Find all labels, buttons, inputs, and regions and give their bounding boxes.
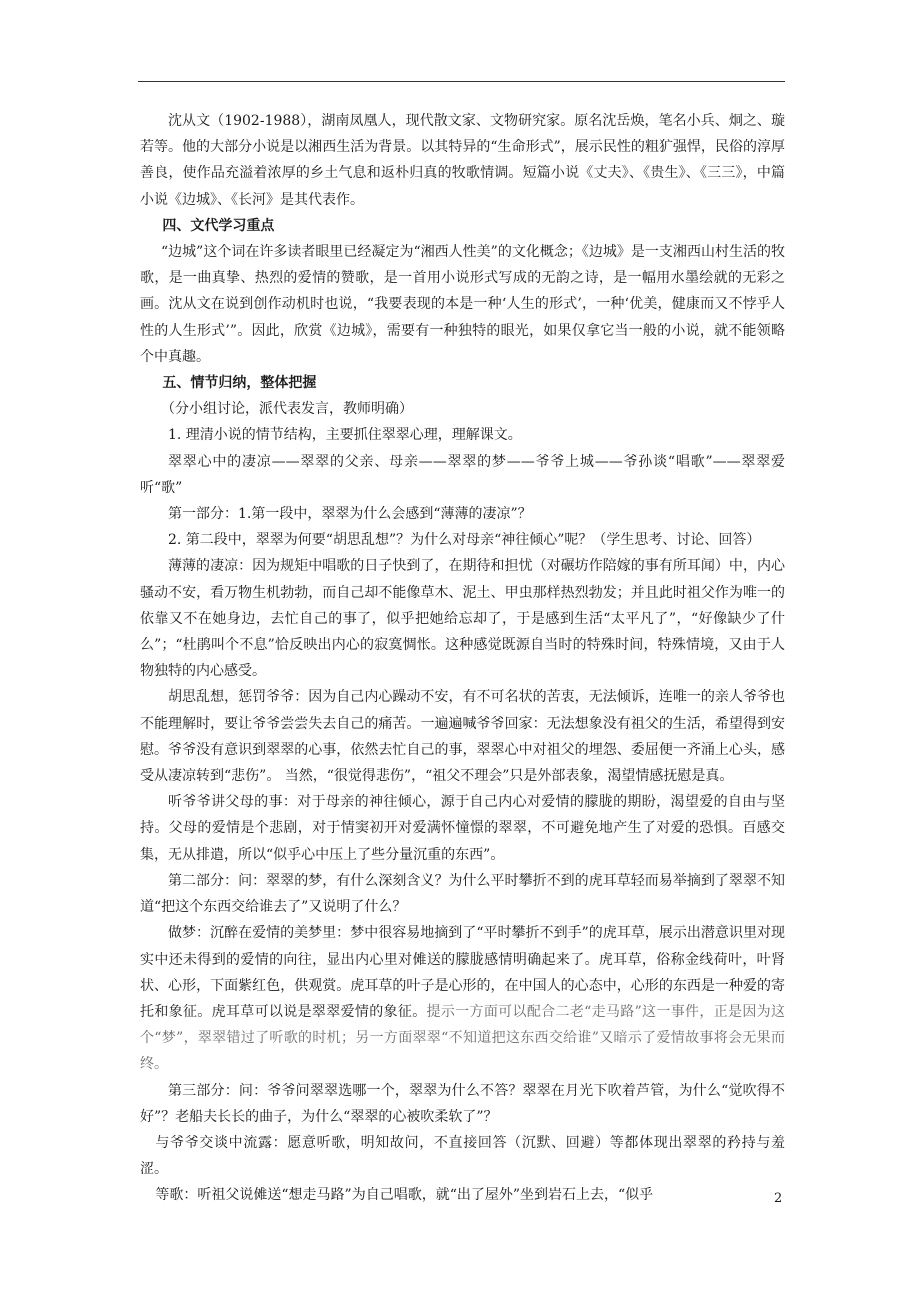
paragraph-waiting-song: 等歌：听祖父说傩送“想走马路”为自己唱歌，就“出了屋外”坐到岩石上去，“似乎 <box>155 1187 654 1204</box>
section-heading-5: 五、情节归纳，整体把握 <box>162 375 317 392</box>
paragraph-parents-story: 听爷爷讲父母的事：对于母亲的神往倾心，源于自己内心对爱情的朦胧的期盼，渴望爱的自由与坚持。父母的爱情是个悲剧，对于情窦初开对爱满怀憧憬的翠翠，不可避免地产生了对爱的恐惧。百感交集，无从排遣，所以“似乎心中压上了些分量沉重的东西”。 <box>140 794 785 863</box>
paragraph-discussion-note: （分小组讨论，派代表发言，教师明确） <box>161 401 413 418</box>
paragraph-dream <box>140 920 785 1077</box>
page-number: 2 <box>774 1191 783 1206</box>
paragraph-desolation: 薄薄的凄凉：因为规矩中唱歌的日子快到了，在期待和担忧（对碾坊作陪嫁的事有所耳闻）中，内心骚动不安，看万物生机勃勃，而自己却不能像草木、泥土、甲虫那样热烈勃发；并且此时祖父作为唯一的依靠又不在她身边，去忙自己的事了，似乎把她给忘却了，于是感到生活“太平凡了”，“好像缺少了什么”；“杜鹃叫个不息”恰反映出内心的寂寞惆怅。这种感觉既源自当时的特殊时间，特殊情境，又由于人物独特的内心感受。 <box>140 558 785 680</box>
paragraph-part-1-question-2: 2. 第二段中，翠翠为何要“胡思乱想”？为什么对母亲“神往倾心”呢？（学生思考、讨论、回答） <box>168 532 761 549</box>
dream-text: 做梦：沉醉在爱情的美梦里：梦中很容易地摘到了“平时攀折不到手”的虎耳草，展示出潜意识里对现实中还未得到的爱情的向往，显出内心里对傩送的朦胧感情明确起来了。虎耳草，俗称金线荷叶，叶肾状、心形，下面紫红色，供观赏。虎耳草的叶子是心形的，在中国人的心态中，心形的东西是一种爱的寄托和象征。虎耳草可以说是翠翠爱情的象征。 <box>140 925 785 1020</box>
section-heading-4: 四、文代学习重点 <box>162 217 275 234</box>
paragraph-part-1-question: 第一部分：1.第一段中，翠翠为什么会感到“薄薄的凄凉”？ <box>168 506 532 523</box>
paragraph-part-2-question: 第二部分：问：翠翠的梦，有什么深刻含义？为什么平时攀折不到的虎耳草轻而易举摘到了翠翠不知道“把这个东西交给谁去了”又说明了什么？ <box>140 872 785 916</box>
header-rule <box>138 81 785 82</box>
paragraph-part-3-question: 第三部分：问：爷爷问翠翠选哪一个，翠翠为什么不答？翠翠在月光下吹着芦管，为什么“觉吹得不好”？老船夫长长的曲子，为什么“翠翠的心被吹柔软了”？ <box>140 1082 785 1125</box>
paragraph-biancheng-concept: “边城”这个词在许多读者眼里已经凝定为“湘西人性美”的文化概念；《边城》是一支湘西山村生活的牧歌，是一曲真挚、热烈的爱情的赞歌，是一首用小说形式写成的无韵之诗，是一幅用水墨绘就的无彩之画。沈从文在说到创作动机时也说，“我要表现的本是一种‘人生的形式’，一种‘优美，健康而又不悖乎人性的人生形式’”。因此，欣赏《边城》，需要有一种独特的眼光，如果仅拿它当一般的小说，就不能领略个中真趣。 <box>140 244 785 365</box>
paragraph-conversation: 与爷爷交谈中流露：愿意听歌，明知故问，不直接回答（沉默、回避）等都体现出翠翠的矜持与羞涩。 <box>140 1134 785 1178</box>
paragraph-wild-thoughts: 胡思乱想，惩罚爷爷：因为自己内心躁动不安，有不可名状的苦衷，无法倾诉，连唯一的亲人爷爷也不能理解时，要让爷爷尝尝失去自己的痛苦。一遍遍喊爷爷回家：无法想象没有祖父的生活，希望得到安慰。爷爷没有意识到翠翠的心事，依然去忙自己的事，翠翠心中对祖父的埋怨、委屈便一齐涌上心头，感受从凄凉转到“悲伤”。 当然，“很觉得悲伤”，“祖父不理会”只是外部表象，渴望情感抚慰是真。 <box>140 689 785 785</box>
document-body <box>140 108 785 1209</box>
dream-hint-text: 提示一方面可以配合二老“走马路”这一事件，正是因为这个“梦”，翠翠错过了听歌的时机；另一方面翠翠“不知道把这东西交给谁”又暗示了爱情故事将会无果而终。 <box>140 1003 785 1073</box>
paragraph-plot-chain: 翠翠心中的凄凉——翠翠的父亲、母亲——翠翠的梦——爷爷上城——爷孙谈“唱歌”——翠翠爱听“歌” <box>140 453 785 496</box>
paragraph-author-bio: 沈从文（1902-1988），湖南凤凰人，现代散文家、文物研究家。原名沈岳焕，笔名小兵、炯之、璇若等。他的大部分小说是以湘西生活为背景。以其特异的“生命形式”，展示民性的粗犷强悍，民俗的淳厚善良，使作品充溢着浓厚的乡土气息和返朴归真的牧歌情调。短篇小说《丈夫》、《贵生》、《三三》，中篇小说《边城》、《长河》是其代表作。 <box>140 113 785 208</box>
paragraph-plot-step-1: 1. 理清小说的情节结构，主要抓住翠翠心理，理解课文。 <box>168 427 522 444</box>
